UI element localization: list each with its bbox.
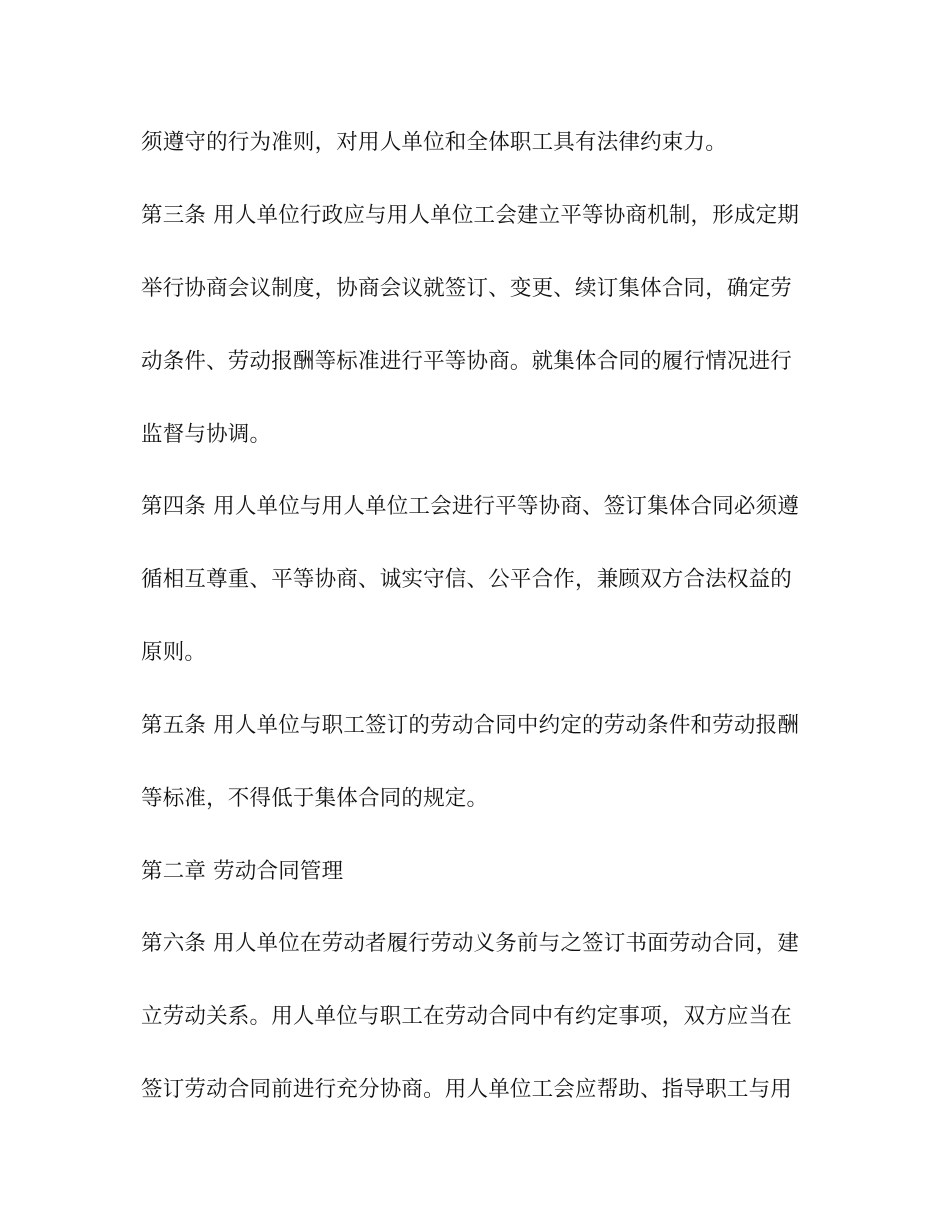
article-6-line: 第六条 用人单位在劳动者履行劳动义务前与之签订书面劳动合同，建: [141, 931, 800, 956]
article-3-line: 第三条 用人单位行政应与用人单位工会建立平等协商机制，形成定期: [141, 203, 800, 228]
text-line: 签订劳动合同前进行充分协商。用人单位工会应帮助、指导职工与用: [141, 1077, 793, 1102]
text-line: 等标准，不得低于集体合同的规定。: [141, 786, 489, 811]
article-5-line: 第五条 用人单位与职工签订的劳动合同中约定的劳动条件和劳动报酬: [141, 713, 800, 738]
text-line: 举行协商会议制度，协商会议就签订、变更、续订集体合同，确定劳: [141, 276, 793, 301]
text-line: 监督与协调。: [141, 422, 272, 447]
chapter-heading: 第二章 劳动合同管理: [141, 859, 344, 884]
article-4-line: 第四条 用人单位与用人单位工会进行平等协商、签订集体合同必须遵: [141, 494, 800, 519]
text-line: 立劳动关系。用人单位与职工在劳动合同中有约定事项，双方应当在: [141, 1004, 793, 1029]
text-line: 原则。: [141, 640, 207, 665]
text-line: 须遵守的行为准则，对用人单位和全体职工具有法律约束力。: [141, 130, 727, 155]
text-line: 动条件、劳动报酬等标准进行平等协商。就集体合同的履行情况进行: [141, 349, 793, 374]
text-line: 循相互尊重、平等协商、诚实守信、公平合作，兼顾双方合法权益的: [141, 567, 793, 592]
